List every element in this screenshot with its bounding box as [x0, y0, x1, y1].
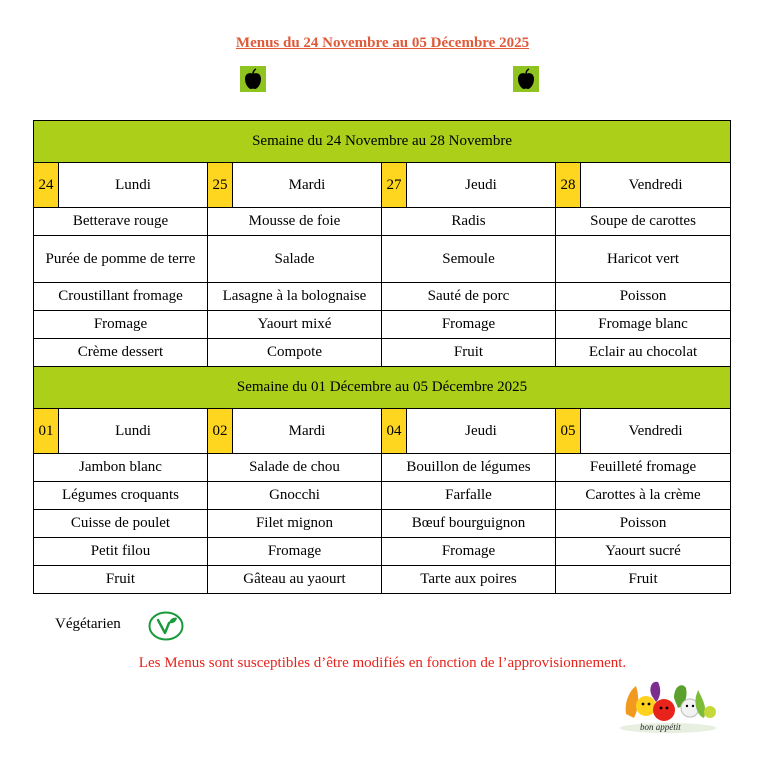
- menu-table: [33, 120, 731, 594]
- menu-cell: Soupe de carottes: [556, 208, 731, 236]
- week-header: Semaine du 01 Décembre au 05 Décembre 2025: [34, 367, 731, 409]
- apple-icon: [240, 66, 266, 92]
- menu-cell: Jambon blanc: [34, 454, 208, 482]
- date-number: 05: [556, 409, 581, 454]
- day-name: Lundi: [59, 409, 208, 454]
- menu-cell: Fruit: [34, 566, 208, 594]
- day-name: Vendredi: [581, 409, 731, 454]
- day-name: Lundi: [59, 163, 208, 208]
- day-name: Mardi: [233, 409, 382, 454]
- day-name: Jeudi: [407, 163, 556, 208]
- date-number: 04: [382, 409, 407, 454]
- menu-cell: Sauté de porc: [382, 283, 556, 311]
- menu-cell: Poisson: [556, 283, 731, 311]
- menu-cell: Fruit: [556, 566, 731, 594]
- day-name: Vendredi: [581, 163, 731, 208]
- date-number: 27: [382, 163, 407, 208]
- menu-cell: Poisson: [556, 510, 731, 538]
- menu-cell: Fruit: [382, 339, 556, 367]
- date-number: 01: [34, 409, 59, 454]
- vegetarian-legend-label: Végétarien: [55, 616, 121, 632]
- menu-cell: Fromage: [208, 538, 382, 566]
- menu-cell: Bouillon de légumes: [382, 454, 556, 482]
- date-number: 24: [34, 163, 59, 208]
- menu-cell: Fromage: [382, 538, 556, 566]
- menu-cell: Fromage: [382, 311, 556, 339]
- menu-cell: Crème dessert: [34, 339, 208, 367]
- day-name: Mardi: [233, 163, 382, 208]
- menu-cell: Betterave rouge: [34, 208, 208, 236]
- menu-cell: Gâteau au yaourt: [208, 566, 382, 594]
- menu-cell: Gnocchi: [208, 482, 382, 510]
- menu-cell: Filet mignon: [208, 510, 382, 538]
- menu-cell: Mousse de foie: [208, 208, 382, 236]
- day-name: Jeudi: [407, 409, 556, 454]
- date-number: 02: [208, 409, 233, 454]
- menu-cell: Semoule: [382, 236, 556, 283]
- bon-appetit-vegetables-illustration: [616, 668, 720, 739]
- apple-icon: [513, 66, 539, 92]
- supply-disclaimer: Les Menus sont susceptibles d’être modifiés en fonction de l’approvisionnement.: [138, 655, 627, 671]
- menu-cell: Haricot vert: [556, 236, 731, 283]
- menu-cell: Croustillant fromage: [34, 283, 208, 311]
- menu-cell: Salade: [208, 236, 382, 283]
- menu-cell: Salade de chou: [208, 454, 382, 482]
- menu-cell: Yaourt sucré: [556, 538, 731, 566]
- menu-cell: Yaourt mixé: [208, 311, 382, 339]
- menu-cell: Petit filou: [34, 538, 208, 566]
- menu-cell: Fromage: [34, 311, 208, 339]
- menu-cell: Radis: [382, 208, 556, 236]
- menu-cell: Fromage blanc: [556, 311, 731, 339]
- date-number: 28: [556, 163, 581, 208]
- menu-cell: Lasagne à la bolognaise: [208, 283, 382, 311]
- date-number: 25: [208, 163, 233, 208]
- menu-cell: Compote: [208, 339, 382, 367]
- menu-cell: Purée de pomme de terre: [34, 236, 208, 283]
- menu-cell: Carottes à la crème: [556, 482, 731, 510]
- menu-cell: Tarte aux poires: [382, 566, 556, 594]
- menu-cell: Légumes croquants: [34, 482, 208, 510]
- page-title: Menus du 24 Novembre au 05 Décembre 2025: [235, 35, 530, 51]
- menu-cell: Feuilleté fromage: [556, 454, 731, 482]
- menu-cell: Bœuf bourguignon: [382, 510, 556, 538]
- week-header: Semaine du 24 Novembre au 28 Novembre: [34, 121, 731, 163]
- vegetarian-leaf-icon: [148, 611, 184, 646]
- bon-appetit-text: bon appétit: [640, 722, 681, 732]
- menu-cell: Eclair au chocolat: [556, 339, 731, 367]
- menu-cell: Cuisse de poulet: [34, 510, 208, 538]
- menu-cell: Farfalle: [382, 482, 556, 510]
